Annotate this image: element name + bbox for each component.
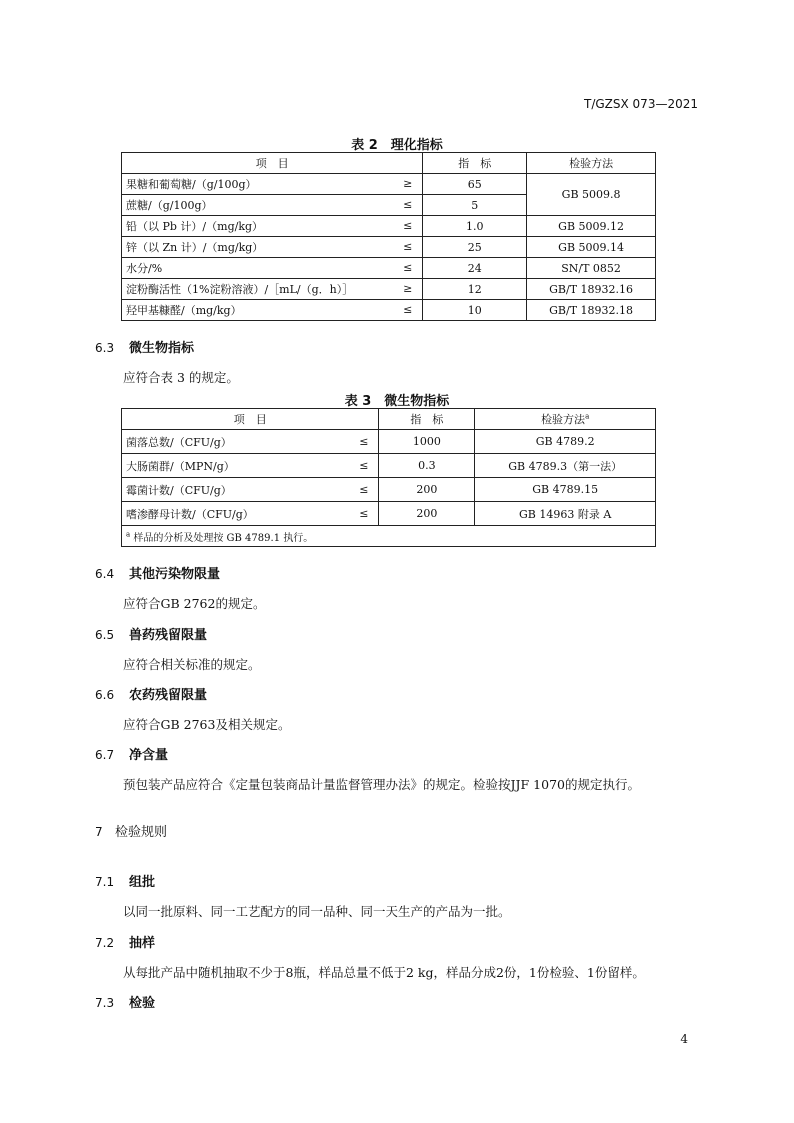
- section-number: 6.4: [95, 567, 115, 581]
- item-value: 10: [423, 300, 527, 321]
- table-row: [122, 502, 656, 526]
- item-name: 果糖和葡萄糖/（g/100g）: [126, 178, 257, 191]
- section-heading-6-3: [95, 337, 194, 356]
- relation-symbol: ≤: [359, 483, 369, 496]
- section-number: 7: [95, 825, 103, 839]
- section-number: 6.5: [95, 628, 115, 642]
- item-name: 羟甲基糠醛/（mg/kg）: [126, 304, 242, 317]
- table-row: [122, 258, 656, 279]
- section-title: 检验: [129, 996, 156, 1011]
- section-body-6-5: 应符合相关标准的规定。: [123, 657, 261, 672]
- item-value: 12: [423, 279, 527, 300]
- section-body-6-6: 应符合GB 2763及相关规定。: [123, 717, 291, 732]
- item-value: 24: [423, 258, 527, 279]
- section-heading-6-5: [95, 624, 207, 643]
- relation-symbol: ≤: [359, 435, 369, 448]
- item-name: 铅（以 Pb 计）/（mg/kg）: [126, 220, 264, 233]
- section-body-6-4: 应符合GB 2762的规定。: [123, 596, 266, 611]
- section-number: 6.3: [95, 341, 115, 355]
- item-method: GB 4789.2: [475, 430, 656, 454]
- item-value: 0.3: [379, 454, 475, 478]
- section-number: 7.3: [95, 996, 115, 1010]
- section-body-7-2: 从每批产品中随机抽取不少于8瓶，样品总量不低于2 kg，样品分成2份，1份检验、1份留样。: [123, 965, 645, 980]
- table-footnote-row: [122, 526, 656, 547]
- item-value: 1.0: [423, 216, 527, 237]
- relation-symbol: ≤: [403, 198, 413, 211]
- item-method: GB/T 18932.16: [527, 279, 656, 300]
- item-method: GB/T 18932.18: [527, 300, 656, 321]
- header-value: 指 标: [423, 153, 527, 174]
- item-name: 菌落总数/（CFU/g）: [126, 435, 232, 449]
- item-method: SN/T 0852: [527, 258, 656, 279]
- item-value: 5: [423, 195, 527, 216]
- table-row: [122, 430, 656, 454]
- footnote-marker: a: [585, 412, 590, 421]
- item-method: GB 5009.12: [527, 216, 656, 237]
- item-name: 嗜渗酵母计数/（CFU/g）: [126, 507, 254, 521]
- item-method: GB 5009.8: [527, 174, 656, 216]
- section-title: 组批: [129, 875, 156, 890]
- relation-symbol: ≤: [359, 507, 369, 520]
- item-method: GB 14963 附录 A: [475, 502, 656, 526]
- section-title: 兽药残留限量: [129, 628, 208, 643]
- section-title: 检验规则: [115, 825, 168, 840]
- table-row: [122, 478, 656, 502]
- table-3: [121, 408, 656, 547]
- footnote-marker: a: [126, 530, 131, 539]
- item-method: GB 4789.15: [475, 478, 656, 502]
- header-method: [475, 409, 656, 430]
- item-name: 霉菌计数/（CFU/g）: [126, 483, 232, 497]
- relation-symbol: ≤: [403, 303, 413, 316]
- header-item: 项 目: [122, 153, 423, 174]
- relation-symbol: ≥: [403, 282, 413, 295]
- section-heading-6-7: [95, 744, 168, 763]
- table-header-row: [122, 409, 656, 430]
- table-3-caption: 表 3 微生物指标: [344, 394, 450, 409]
- item-name: 淀粉酶活性（1%淀粉溶液）/［mL/（g．h）］: [126, 283, 354, 296]
- item-name: 蔗糖/（g/100g）: [126, 199, 213, 212]
- relation-symbol: ≤: [359, 459, 369, 472]
- header-value: 指 标: [379, 409, 475, 430]
- table-row: [122, 216, 656, 237]
- section-heading-6-6: [95, 684, 207, 703]
- table-2: [121, 152, 656, 321]
- item-value: 1000: [379, 430, 475, 454]
- section-title: 净含量: [129, 748, 169, 763]
- section-title: 其他污染物限量: [129, 567, 221, 582]
- item-value: 65: [423, 174, 527, 195]
- section-body-7-1: 以同一批原料、同一工艺配方的同一品种、同一天生产的产品为一批。: [123, 904, 511, 919]
- relation-symbol: ≤: [403, 240, 413, 253]
- section-heading-7: [95, 821, 167, 840]
- item-name: 大肠菌群/（MPN/g）: [126, 459, 235, 473]
- item-value: 200: [379, 478, 475, 502]
- section-number: 6.6: [95, 688, 115, 702]
- item-method: GB 5009.14: [527, 237, 656, 258]
- page-number: 4: [680, 1032, 688, 1046]
- table-row: [122, 300, 656, 321]
- table-row: [122, 279, 656, 300]
- section-body-6-7: 预包装产品应符合《定量包装商品计量监督管理办法》的规定。检验按JJF 1070的规定执行。: [123, 777, 640, 792]
- section-body-6-3: 应符合表 3 的规定。: [123, 370, 239, 385]
- section-heading-6-4: [95, 563, 220, 582]
- item-name: 水分/%: [126, 262, 163, 275]
- section-number: 7.2: [95, 936, 115, 950]
- section-heading-7-1: [95, 871, 155, 890]
- relation-symbol: ≤: [403, 261, 413, 274]
- table-row: [122, 174, 656, 195]
- section-number: 7.1: [95, 875, 115, 889]
- item-value: 25: [423, 237, 527, 258]
- section-number: 6.7: [95, 748, 115, 762]
- header-method-label: 检验方法: [541, 413, 586, 426]
- relation-symbol: ≤: [403, 219, 413, 232]
- section-title: 农药残留限量: [129, 688, 208, 703]
- section-title: 微生物指标: [129, 341, 195, 356]
- item-method: GB 4789.3（第一法）: [475, 454, 656, 478]
- header-method: 检验方法: [527, 153, 656, 174]
- document-code: T/GZSX 073—2021: [584, 97, 698, 111]
- relation-symbol: ≥: [403, 177, 413, 190]
- section-heading-7-2: [95, 932, 155, 951]
- item-value: 200: [379, 502, 475, 526]
- section-heading-7-3: [95, 992, 155, 1011]
- item-name: 锌（以 Zn 计）/（mg/kg）: [126, 241, 264, 254]
- table-footnote: [122, 526, 656, 547]
- table-header-row: [122, 153, 656, 174]
- table-row: [122, 237, 656, 258]
- table-row: [122, 454, 656, 478]
- footnote-text: 样品的分析及处理按 GB 4789.1 执行。: [130, 532, 314, 544]
- header-item: 项 目: [122, 409, 379, 430]
- table-2-caption: 表 2 理化指标: [351, 138, 443, 153]
- section-title: 抽样: [129, 936, 156, 951]
